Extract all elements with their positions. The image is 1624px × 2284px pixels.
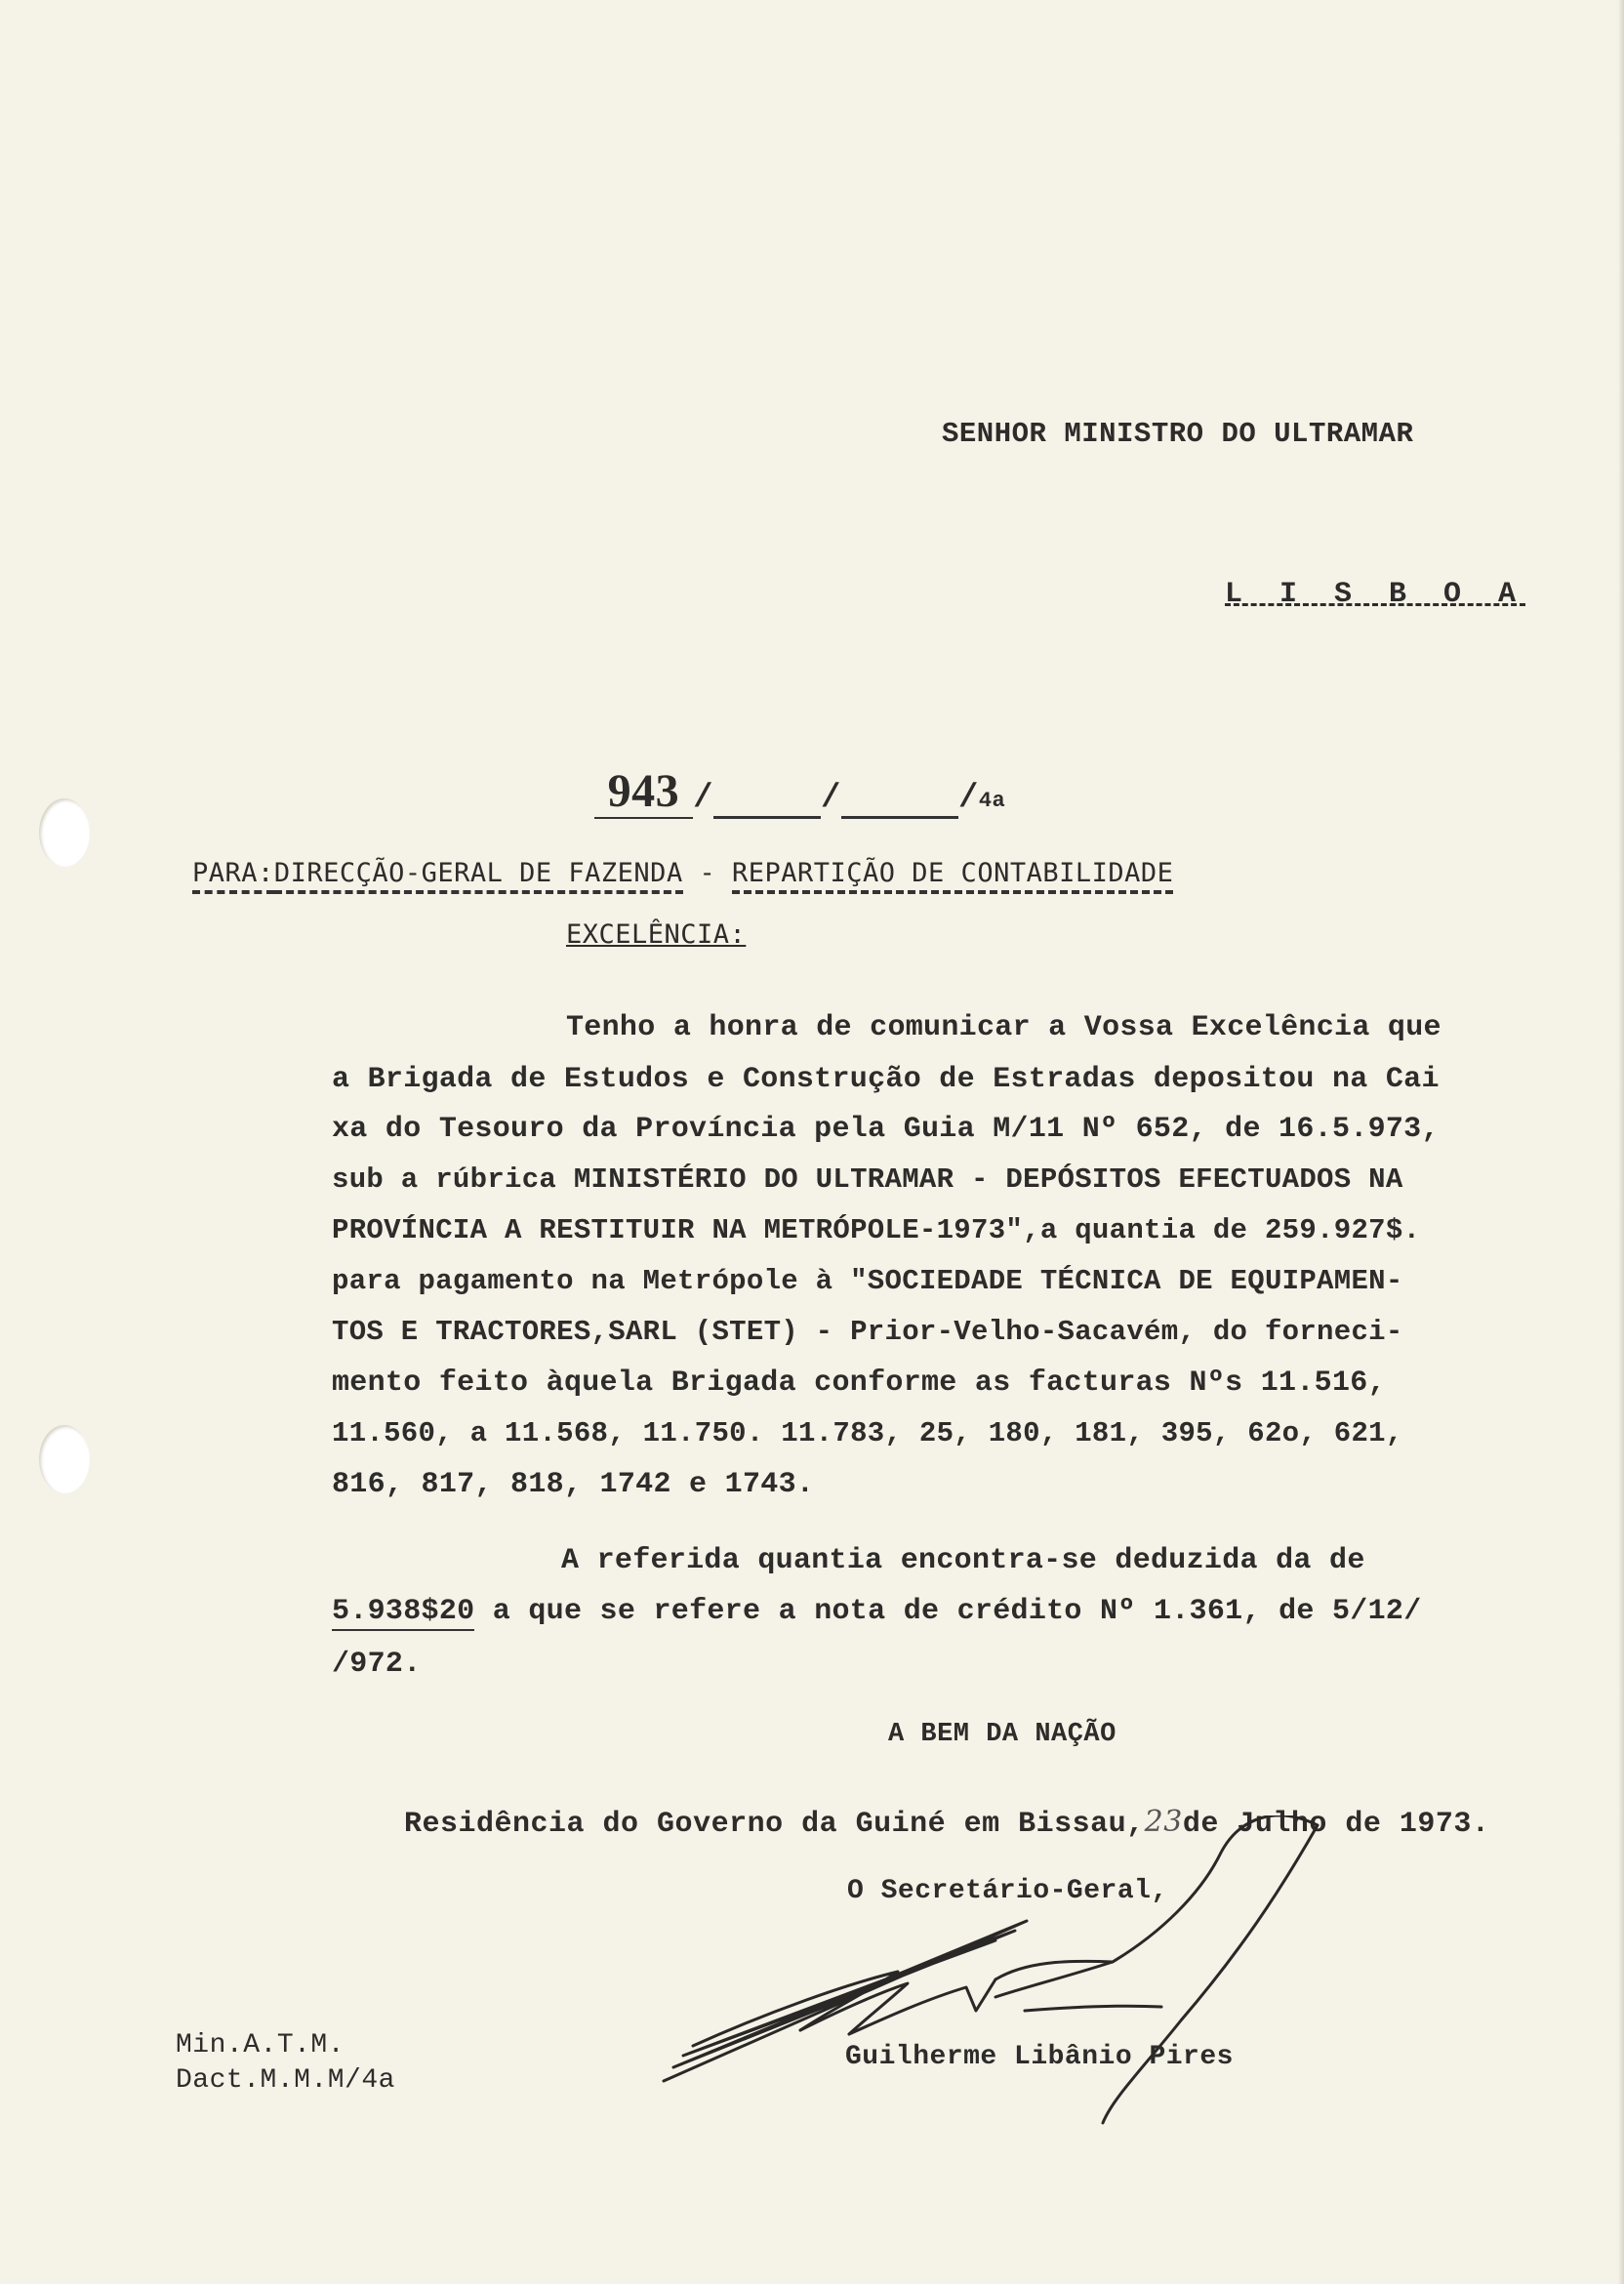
handwritten-signature (654, 1815, 1337, 2128)
recipient-dept: DIRECÇÃO-GERAL DE FAZENDA (274, 858, 683, 894)
addressee-city: L I S B O A (1225, 578, 1526, 611)
body-line-1: Tenho a honra de comunicar a Vossa Excelência que (566, 1011, 1441, 1044)
body-p2-line-1: A referida quantia encontra-se deduzida da de (561, 1544, 1365, 1577)
reference-number: 943 (594, 765, 694, 819)
body-line-10: 816, 817, 818, 1742 e 1743. (332, 1468, 815, 1501)
salutation: EXCELÊNCIA: (566, 919, 747, 950)
credit-amount: 5.938$20 (332, 1595, 474, 1631)
closing-place: Residência do Governo da Guiné em Bissau, (404, 1808, 1145, 1841)
recipient-separator: - (682, 858, 732, 888)
recipient-line (127, 828, 1173, 918)
body-line-6: para pagamento na Metrópole à "SOCIEDADE TÉCNICA DE EQUIPAMEN- (332, 1265, 1403, 1297)
addressee-title: SENHOR MINISTRO DO ULTRAMAR (942, 418, 1414, 450)
page-edge (1618, 0, 1624, 2284)
reference-section: 4a (978, 789, 1006, 813)
body-p2-line-3: /972. (332, 1648, 422, 1681)
closing-day: 23 (1144, 1805, 1183, 1839)
signature-role: O Secretário-Geral, (847, 1876, 1168, 1906)
signature-name: Guilherme Libânio Pires (845, 2042, 1234, 2072)
reference-line: 943 / / /4a (512, 727, 1005, 856)
body-p2-line-2-rest: a que se refere a nota de crédito Nº 1.361, de 5/12/ (474, 1595, 1422, 1628)
body-line-3: xa do Tesouro da Província pela Guia M/11 Nº 652, de 16.5.973, (332, 1113, 1440, 1146)
body-line-8: mento feito àquela Brigada conforme as facturas Nºs 11.516, (332, 1366, 1386, 1400)
body-p2-line-2 (332, 1595, 1562, 1628)
footer-line-2: Dact.M.M.M/4a (176, 2065, 395, 2096)
binder-hole-bottom (39, 1425, 90, 1493)
recipient-label: PARA: (192, 858, 274, 894)
recipient-office: REPARTIÇÃO DE CONTABILIDADE (732, 858, 1173, 894)
body-line-9: 11.560, a 11.568, 11.750. 11.783, 25, 180, 181, 395, 62o, 621, (332, 1417, 1403, 1449)
footer-line-1: Min.A.T.M. (176, 2030, 345, 2060)
reference-blank-2 (841, 789, 958, 819)
reference-blank-1 (713, 789, 821, 819)
body-line-7: TOS E TRACTORES,SARL (STET) - Prior-Velho-Sacavém, do forneci- (332, 1316, 1403, 1348)
closing-date-suffix: de Julho de 1973. (1182, 1808, 1490, 1841)
body-line-2: a Brigada de Estudos e Construção de Estradas depositou na Cai (332, 1063, 1440, 1096)
closing-motto: A BEM DA NAÇÃO (888, 1720, 1116, 1749)
binder-hole-top (39, 798, 90, 867)
body-line-5: PROVÍNCIA A RESTITUIR NA METRÓPOLE-1973",a quantia de 259.927$. (332, 1214, 1421, 1246)
body-line-4: sub a rúbrica MINISTÉRIO DO ULTRAMAR - DEPÓSITOS EFECTUADOS NA (332, 1163, 1403, 1196)
